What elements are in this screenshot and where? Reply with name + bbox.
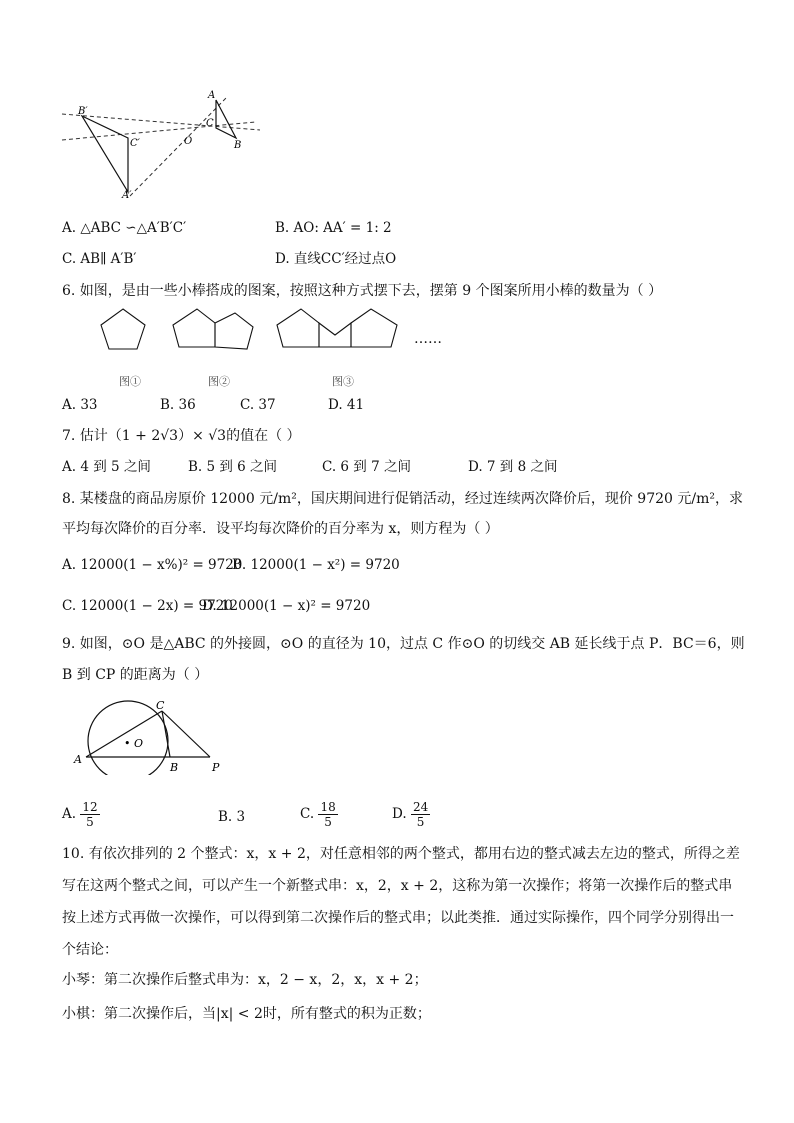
q9-line2: B 到 CP 的距离为（ ） — [62, 667, 209, 683]
q6-stem: 6. 如图，是由一些小棒搭成的图案，按照这种方式摆下去，摆第 9 个图案所用小棒的数量为（ ） — [62, 283, 663, 299]
q5-option-a[interactable]: A. △ABC ∽△A′B′C′ — [62, 220, 187, 236]
q7-option-b[interactable]: B. 5 到 6 之间 — [188, 459, 278, 475]
q6-option-b[interactable]: B. 36 — [160, 397, 196, 413]
label-B: B — [234, 140, 242, 151]
q7-option-a[interactable]: A. 4 到 5 之间 — [62, 459, 151, 475]
label-O: O — [184, 136, 193, 147]
q10-line6: 小棋：第二次操作后，当|x| < 2时，所有整式的积为正数； — [62, 1006, 431, 1022]
q9-option-c-den: 5 — [324, 815, 332, 829]
q9-label-C: C — [156, 699, 165, 712]
q9-line1: 9. 如图，⊙O 是△ABC 的外接圆，⊙O 的直径为 10，过点 C 作⊙O 的切线交 AB 延长线于点 P．BC＝6，则 — [62, 636, 745, 652]
q9-option-a-letter: A. — [62, 806, 77, 822]
q9-option-c-letter: C. — [300, 806, 315, 822]
label-B-prime: B′ — [78, 106, 88, 117]
q6-option-c[interactable]: C. 37 — [240, 397, 276, 413]
q6-caption-2: 图② — [208, 375, 230, 388]
q9-option-d-num: 24 — [412, 800, 429, 814]
q10-line3: 按上述方式再做一次操作，可以得到第二次操作后的整式串；以此类推．通过实际操作，四个同学分别得出一 — [62, 910, 734, 926]
q10-line4: 个结论： — [62, 942, 118, 958]
q9-label-P: P — [212, 761, 220, 774]
label-C: C — [206, 118, 214, 129]
q8-option-d[interactable]: D. 12000(1 − x)² = 9720 — [202, 598, 371, 614]
q6-caption-3: 图③ — [332, 375, 354, 388]
q6-caption-1: 图① — [119, 375, 141, 388]
q10-line1: 10. 有依次排列的 2 个整式：x，x + 2，对任意相邻的两个整式，都用右边的整式减去左边的整式，所得之差 — [62, 846, 740, 862]
q9-option-a[interactable] — [62, 800, 100, 829]
label-A-prime: A′ — [122, 190, 132, 198]
q7-option-d[interactable]: D. 7 到 8 之间 — [468, 459, 558, 475]
q9-label-O: • O — [124, 737, 144, 750]
q6-option-d[interactable]: D. 41 — [328, 397, 365, 413]
q7-option-c[interactable]: C. 6 到 7 之间 — [322, 459, 411, 475]
q5-figure — [60, 86, 270, 198]
q9-label-A: A — [74, 753, 82, 766]
q9-option-c-num: 18 — [320, 800, 336, 814]
q5-option-b[interactable]: B. AO: AA′ = 1: 2 — [275, 220, 392, 236]
q8-option-b[interactable]: B. 12000(1 − x²) = 9720 — [232, 557, 400, 573]
q8-line2: 平均每次降价的百分率．设平均每次降价的百分率为 x，则方程为（ ） — [62, 521, 499, 537]
q9-label-B: B — [170, 761, 179, 774]
q5-option-c[interactable]: C. AB∥ A′B′ — [62, 251, 137, 267]
q9-option-a-num: 12 — [82, 800, 98, 814]
label-C-prime: C′ — [130, 138, 140, 149]
q8-option-a[interactable]: A. 12000(1 − x%)² = 9720 — [62, 557, 243, 573]
q9-option-d-letter: D. — [392, 806, 407, 822]
q10-line5: 小琴：第二次操作后整式串为：x，2 − x，2，x，x + 2； — [62, 972, 428, 988]
q9-option-a-den: 5 — [86, 815, 94, 829]
q9-option-a-fraction — [80, 800, 99, 829]
q9-option-c-fraction — [318, 800, 337, 829]
q10-line2: 写在这两个整式之间，可以产生一个新整式串：x，2，x + 2，这称为第一次操作；将第一次操作后的整式串 — [62, 878, 733, 894]
q6-option-a[interactable]: A. 33 — [62, 397, 98, 413]
q9-figure — [66, 697, 236, 775]
q5-option-d[interactable]: D. 直线CC′经过点O — [275, 251, 397, 267]
q9-option-c[interactable] — [300, 800, 338, 829]
q8-option-c[interactable]: C. 12000(1 − 2x) = 9720 — [62, 598, 233, 614]
q9-option-d-den: 5 — [416, 815, 425, 829]
label-A: A — [208, 90, 216, 101]
q9-option-d[interactable] — [392, 800, 430, 829]
q8-line1: 8. 某楼盘的商品房原价 12000 元/m²，国庆期间进行促销活动，经过连续两次降价后，现价 9720 元/m²，求 — [62, 491, 743, 507]
q9-option-d-fraction — [411, 800, 430, 829]
q9-option-b[interactable]: B. 3 — [218, 809, 246, 825]
q6-ellipsis: …… — [414, 331, 442, 347]
q7-stem: 7. 估计（1 + 2√3）× √3的值在（ ） — [62, 428, 301, 444]
q6-figures — [95, 305, 455, 365]
